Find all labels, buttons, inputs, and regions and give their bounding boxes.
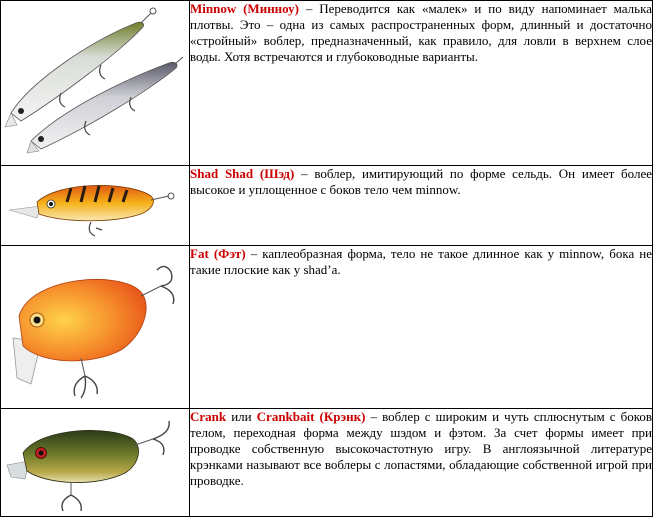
table-row-fat [1,246,653,409]
crank-image-cell [1,409,190,517]
lure-name-fat: Fat (Фэт) [190,246,246,261]
shad-description-cell [190,166,653,246]
minnow-lure-image [1,1,187,164]
table-row-crank [1,409,653,517]
lure-description-crank: – воблер с широким и чуть сплюснутым с боков телом, переходная форма между шэдом и фэтом. За счет формы имеет при проводке собственную высокочастотную игру. В англоязычной литературе крэнками называют все воблеры с лопастями, обладающие собственной игрой при проводке. [190,409,652,488]
shad-lure-image [1,166,187,244]
lure-name-shad: Shad Shad (Шэд) [190,166,295,181]
table-row-shad [1,166,653,246]
crank-description-cell [190,409,653,517]
lure-description-fat: – каплеобразная форма, тело не такое длинное как у minnow, бока не такие плоские как у shad’a. [190,246,652,277]
minnow-image-cell [1,1,190,166]
shad-image-cell [1,166,190,246]
fat-description-cell [190,246,653,409]
lure-name-crankbait: Crankbait (Крэнк) [256,409,366,424]
lure-name-connector: или [226,409,257,424]
minnow-description-cell [190,1,653,166]
table-row-minnow [1,1,653,166]
fat-lure-image [1,246,187,407]
crank-lure-image [1,409,187,515]
fat-image-cell [1,246,190,409]
lure-description-minnow: – Переводится как «малек» и по виду напоминает малька плотвы. Это – одна из самых распространенных форм, длинный и достаточно «стройный» воблер, предназначенный, как правило, для ловли в верхнем слое воды. Хотя встречаются и глубоководные варианты. [190,1,652,64]
lure-name-minnow: Minnow (Минноу) [190,1,300,16]
lure-name-crank: Crank [190,409,227,424]
lure-description-shad: – воблер, имитирующий по форме сельдь. Он имеет более высокое и уплощенное с боков тело чем minnow. [190,166,652,197]
